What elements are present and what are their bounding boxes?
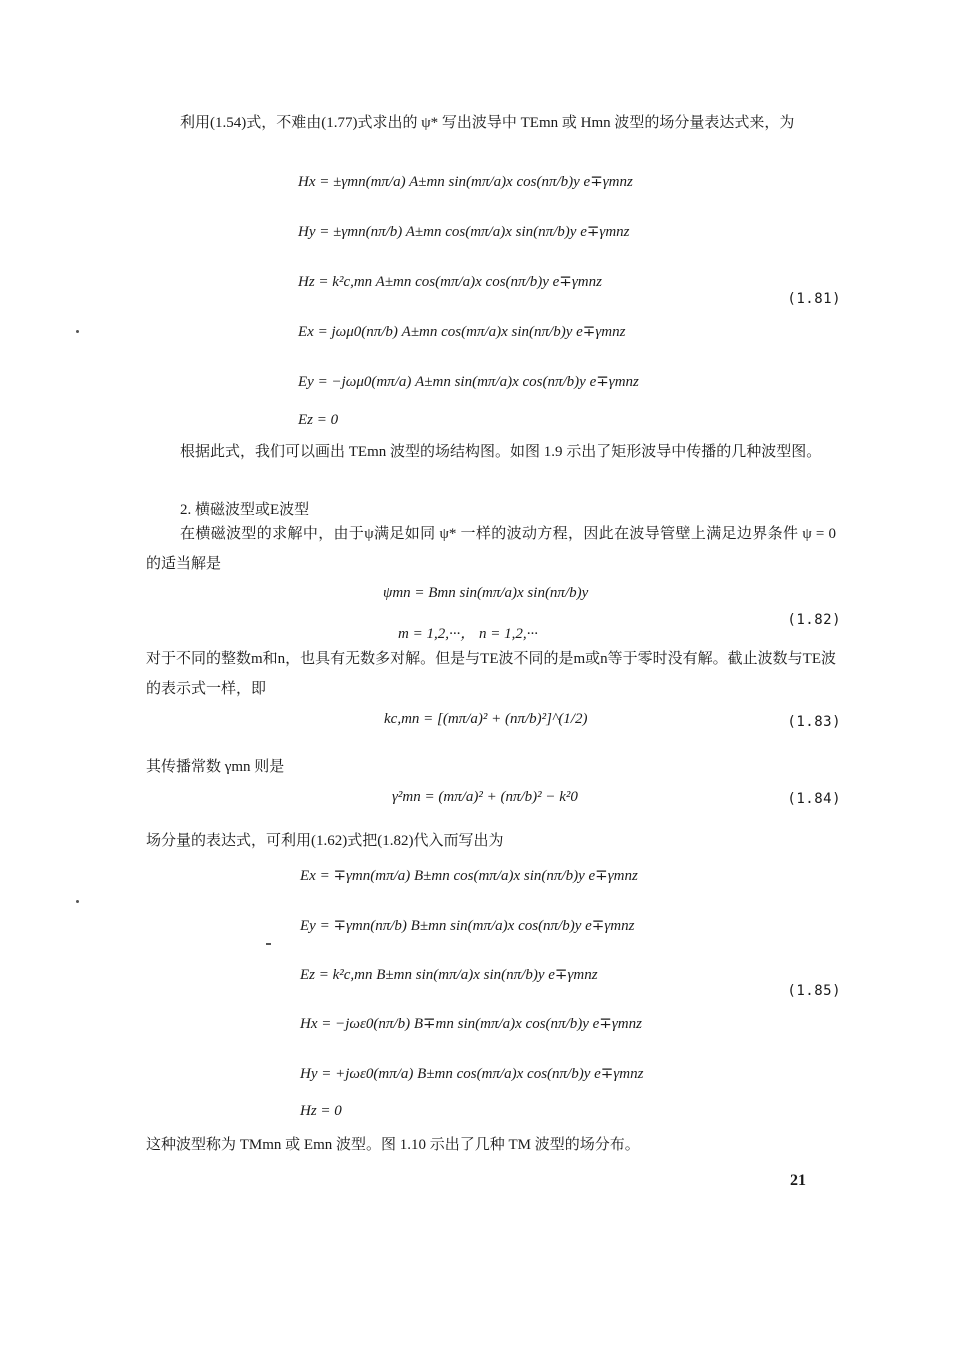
eq-number-1-81: (1.81) — [787, 291, 841, 307]
page-number: 21 — [790, 1172, 806, 1189]
tm-intro-paragraph: 在横磁波型的求解中，由于ψ满足如同 ψ* 一样的波动方程，因此在波导管壁上满足边界条件 ψ = 0 的适当解是 — [146, 526, 836, 572]
eq-1-85-line-6: Hz = 0 — [300, 1103, 342, 1119]
intro-paragraph: 利用(1.54)式，不难由(1.77)式求出的 ψ* 写出波导中 TEmn 或 Hmn 波型的场分量表达式来，为 — [180, 115, 795, 131]
scan-speck — [266, 943, 271, 945]
propagation-paragraph: 其传播常数 γmn 则是 — [146, 759, 285, 775]
eq-1-85-line-2: Ey = ∓γmn(nπ/b) B±mn sin(mπ/a)x cos(nπ/b)y e∓γmnz — [300, 918, 635, 934]
te-structure-paragraph: 根据此式，我们可以画出 TEmn 波型的场结构图。如图 1.9 示出了矩形波导中传播的几种波型图。 — [180, 444, 822, 460]
eq-1-84: γ²mn = (mπ/a)² + (nπ/b)² − k²0 — [392, 789, 578, 805]
scan-speck — [76, 330, 79, 333]
eq-1-81-line-4: Ex = jωμ0(nπ/b) A±mn cos(mπ/a)x sin(nπ/b)y e∓γmnz — [298, 324, 626, 340]
eq-1-85-line-1: Ex = ∓γmn(mπ/a) B±mn cos(mπ/a)x sin(nπ/b)y e∓γmnz — [300, 868, 638, 884]
eq-1-81-line-3: Hz = k²c,mn A±mn cos(mπ/a)x cos(nπ/b)y e∓γmnz — [298, 274, 602, 290]
eq-1-82-line-2: m = 1,2,···， n = 1,2,··· — [398, 626, 538, 642]
tm-name-paragraph: 这种波型称为 TMmn 或 Emn 波型。图 1.10 示出了几种 TM 波型的场分布。 — [146, 1137, 640, 1153]
scan-speck — [76, 900, 79, 903]
eq-1-83: kc,mn = [(mπ/a)² + (nπ/b)²]^(1/2) — [384, 711, 588, 727]
eq-number-1-84: (1.84) — [787, 791, 841, 807]
eq-1-82-line-1: ψmn = Bmn sin(mπ/a)x sin(nπ/b)y — [383, 585, 589, 601]
eq-number-1-83: (1.83) — [787, 714, 841, 730]
eq-number-1-85: (1.85) — [787, 983, 841, 999]
eq-1-85-line-5: Hy = +jωε0(mπ/a) B±mn cos(mπ/a)x cos(nπ/b)y e∓γmnz — [300, 1066, 644, 1082]
eq-number-1-82: (1.82) — [787, 612, 841, 628]
eq-1-81-line-1: Hx = ±γmn(mπ/a) A±mn sin(mπ/a)x cos(nπ/b)y e∓γmnz — [298, 174, 633, 190]
eq-1-81-line-6: Ez = 0 — [298, 412, 339, 428]
eq-1-85-line-4: Hx = −jωε0(nπ/b) B∓mn sin(mπ/a)x cos(nπ/b)y e∓γmnz — [300, 1016, 642, 1032]
field-expr-paragraph: 场分量的表达式，可利用(1.62)式把(1.82)代入而写出为 — [146, 833, 504, 849]
eq-1-81-line-2: Hy = ±γmn(nπ/b) A±mn cos(mπ/a)x sin(nπ/b)y e∓γmnz — [298, 224, 630, 240]
eq-1-81-line-5: Ey = −jωμ0(mπ/a) A±mn sin(mπ/a)x cos(nπ/b)y e∓γmnz — [298, 374, 639, 390]
eq-1-85-line-3: Ez = k²c,mn B±mn sin(mπ/a)x sin(nπ/b)y e∓γmnz — [300, 967, 598, 983]
section-heading: 2. 横磁波型或E波型 — [180, 502, 310, 518]
no-solution-paragraph: 对于不同的整数m和n，也具有无数多对解。但是与TE波不同的是m或n等于零时没有解。截止波数与TE波的表示式一样，即 — [146, 651, 836, 697]
